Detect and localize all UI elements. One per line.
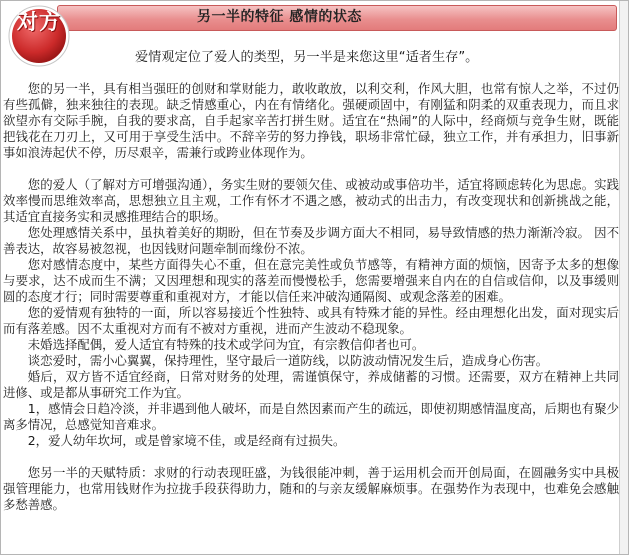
scrollbar[interactable]: [619, 1, 628, 554]
paragraph: 未婚选择配偶，爱人适宜有特殊的技术或学问为宜，有宗教信仰者也可。: [27, 337, 425, 352]
paragraph: 婚后，双方皆不适宜经商，日常对财务的处理，需谨慎保守，养成储蓄的习惯。还需要，双方在精神上共同进修、或是都从事研究工作为宜。: [3, 369, 619, 400]
article-body: [3, 49, 619, 513]
section-header: [1, 1, 628, 49]
paragraph: 您对感情态度中，某些方面得失心不重，但在意完美性或负节感等，有精神方面的烦恼，因寄予太多的想像与要求，达不成而生不满；又因理想和现实的落差而慢慢松手，您需要增强来自内在的自信或信仰，以及事缓则圆的态度才行；同时需要尊重和重视对方，才能以信任来冲破沟通隔阂、或观念落差的困难。: [3, 257, 619, 304]
paragraph: 您的另一半，具有相当强旺的创财和掌财能力，敢收敢放，以利交利，作风大胆，也常有惊人之举，不过仍有些孤僻，独来独往的表现。缺乏情感重心，内在有情绪化。强硬顽固中，有刚猛和阴柔的双重表现力，而且求欲望亦有交际手腕，自我的要求高，自手起家辛苦打拼生财。适宜在“热闹”的人际中，经商烦与竞争生财，既能把钱花在刀刃上，又可用于享受生活中。不辞辛劳的努力挣钱，职场非常忙碌，独立工作，并有承担力，旧事新事如浪涛起伏不停，历尽艰辛，需兼行或跨业体现作为。: [3, 81, 619, 160]
paragraph: 您另一半的天赋特质：求财的行动表现旺盛，为钱很能冲刺，善于运用机会而开创局面，在圆融务实中具极强管理能力，也常用钱财作为拉拢手段获得助力，随和的与亲友缓解麻烦事。在强势作为表现中，也难免会感触多愁善感。: [3, 465, 619, 512]
paragraph: 2，爱人幼年坎坷，或是曾家境不佳，或是经商有过损失。: [27, 433, 346, 448]
section-title: 另一半的特征 感情的状态: [197, 9, 362, 25]
paragraph: 1，感情会日趋冷淡，并非遇到他人破坏，而是自然因素而产生的疏远，即使初期感情温度高，后期也有聚少离多情况，总感觉知音难求。: [3, 401, 619, 432]
badge-label: 对方: [17, 9, 61, 34]
intro-line: 爱情观定位了爱人的类型，另一半是来您这里“适者生存”。: [135, 50, 479, 65]
paragraph: 您处理感情关系中，虽执着美好的期盼，但在节奏及步调方面大不相同，易导致情感的热力渐渐冷寂。 因不善表达，故容易被忽视，也因钱财问题牵制而缘份不浓。: [3, 225, 619, 256]
paragraph: 谈恋爱时，需小心翼翼，保持理性，坚守最后一道防线，以防波动情况发生后，造成身心伤害。: [27, 353, 549, 368]
paragraph: 您的爱人（了解对方可增强沟通），务实生财的要领欠佳、或被动或事倍功半，适宜将顾虑转化为思虑。实践效率慢而思维效率高，思想独立且主观，工作有怀才不遇之感，被动式的出击力，有改变现状和创新挑战之能，其适宜直接务实和灵感推理结合的职场。: [3, 177, 619, 224]
paragraph: 您的爱情观有独特的一面，所以容易接近个性独特、或具有特殊才能的异性。经由理想化出发，面对现实后而有落差感。因不太重视对方而有不被对方重视，进而产生波动不稳现象。: [3, 305, 619, 336]
